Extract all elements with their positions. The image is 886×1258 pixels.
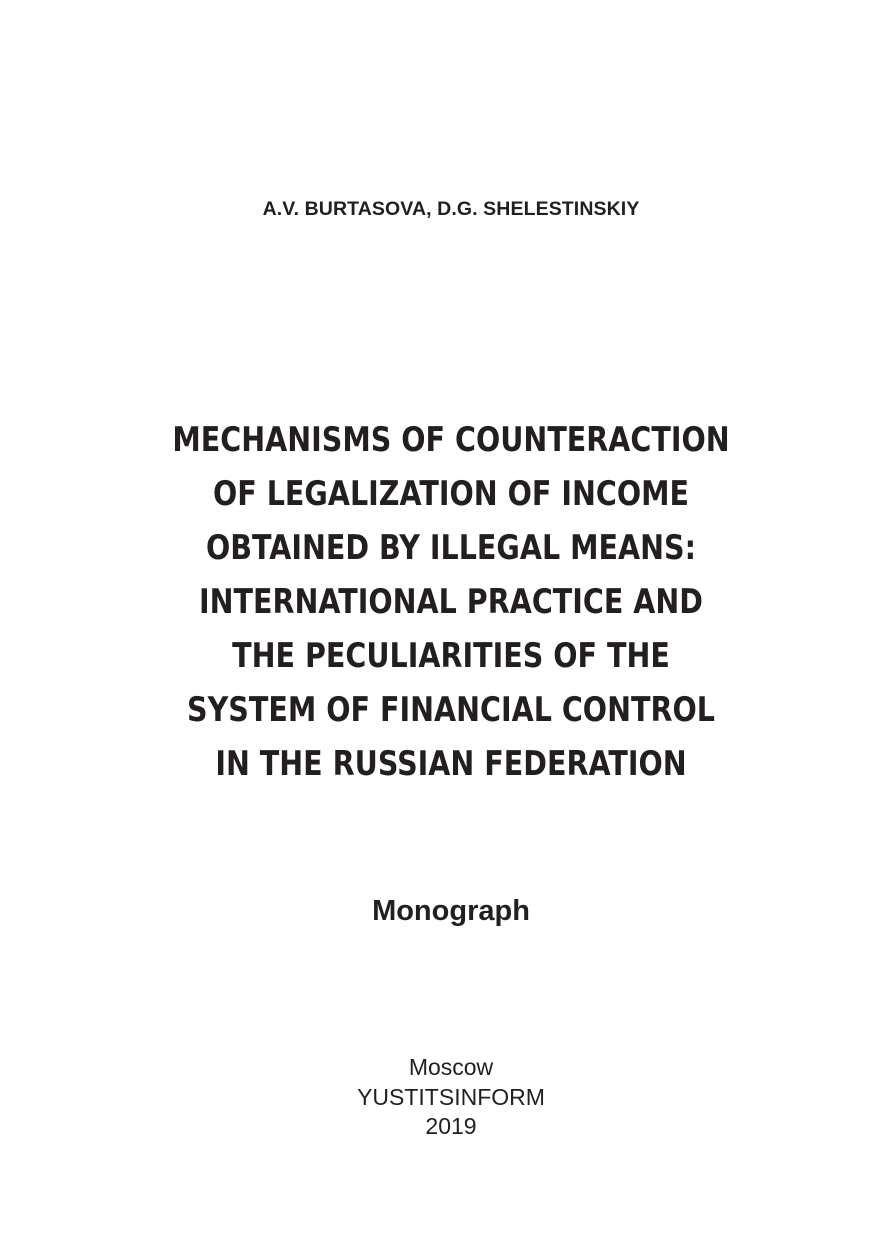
title-line: SYSTEM OF FINANCIAL CONTROL <box>187 690 715 730</box>
imprint-year: 2019 <box>425 1113 477 1139</box>
imprint-publisher: YUSTITSINFORM <box>357 1083 545 1110</box>
book-title <box>72 413 830 791</box>
authors: A.V. BURTASOVA, D.G. SHELESTINSKIY <box>262 198 640 220</box>
title-line: OF LEGALIZATION OF INCOME <box>212 474 690 514</box>
imprint-city: Moscow <box>408 1054 494 1080</box>
document-type: Monograph <box>372 895 530 927</box>
title-line: THE PECULIARITIES OF THE <box>232 636 670 676</box>
title-line: IN THE RUSSIAN FEDERATION <box>215 744 687 784</box>
imprint <box>0 1053 886 1142</box>
title-line: INTERNATIONAL PRACTICE AND <box>198 582 704 622</box>
title-line: MECHANISMS OF COUNTERACTION <box>172 420 730 460</box>
title-line: OBTAINED BY ILLEGAL MEANS: <box>205 528 697 568</box>
